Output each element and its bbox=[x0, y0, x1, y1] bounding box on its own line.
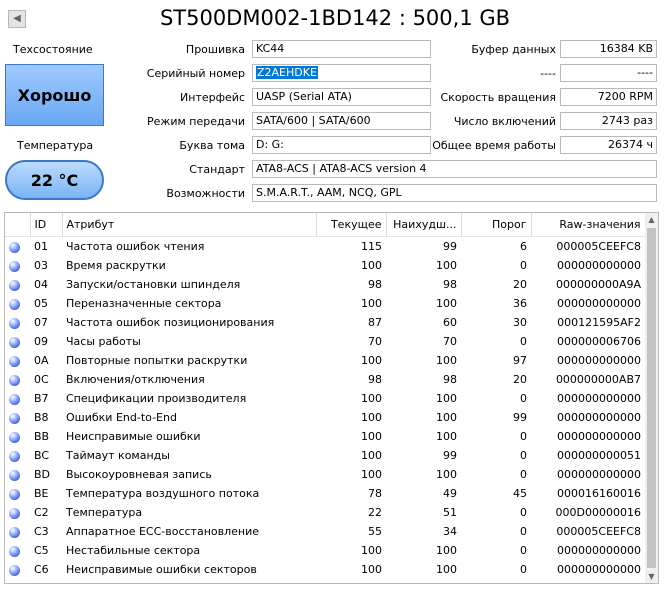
rotation-field[interactable]: 7200 RPM bbox=[560, 88, 657, 106]
id-cell: 0C bbox=[34, 373, 49, 386]
current-cell: 100 bbox=[361, 297, 382, 310]
threshold-cell: 0 bbox=[520, 449, 527, 462]
table-row[interactable] bbox=[5, 370, 645, 389]
table-row[interactable] bbox=[5, 522, 645, 541]
table-row[interactable] bbox=[5, 389, 645, 408]
threshold-cell: 0 bbox=[520, 544, 527, 557]
name-cell: Часы работы bbox=[66, 335, 141, 348]
id-cell: C3 bbox=[34, 525, 49, 538]
threshold-cell: 0 bbox=[520, 335, 527, 348]
worst-cell: 51 bbox=[443, 506, 457, 519]
current-cell: 55 bbox=[368, 525, 382, 538]
table-scrollbar[interactable] bbox=[645, 213, 658, 583]
status-good-icon bbox=[9, 261, 20, 272]
threshold-cell: 0 bbox=[520, 430, 527, 443]
raw-cell: 000D00000016 bbox=[555, 506, 641, 519]
worst-cell: 100 bbox=[436, 468, 457, 481]
status-column-header[interactable] bbox=[5, 213, 30, 237]
worst-cell: 100 bbox=[436, 297, 457, 310]
serial-selected-text: Z2AEHDKE bbox=[257, 66, 317, 79]
current-cell: 22 bbox=[368, 506, 382, 519]
status-cell bbox=[5, 370, 30, 389]
status-good-icon bbox=[9, 432, 20, 443]
id-cell: 07 bbox=[34, 316, 48, 329]
threshold-column-header[interactable]: Порог bbox=[461, 213, 531, 237]
scroll-down-icon[interactable]: ▼ bbox=[648, 572, 655, 581]
id-cell: BD bbox=[34, 468, 51, 481]
table-row[interactable] bbox=[5, 275, 645, 294]
raw-cell: 000000000A9A bbox=[555, 278, 641, 291]
id-cell: B8 bbox=[34, 411, 49, 424]
threshold-cell: 45 bbox=[513, 487, 527, 500]
worst-cell: 100 bbox=[436, 563, 457, 576]
attribute-column-header[interactable]: Атрибут bbox=[62, 213, 316, 237]
current-cell: 100 bbox=[361, 468, 382, 481]
worst-cell: 34 bbox=[443, 525, 457, 538]
name-cell: Высокоуровневая запись bbox=[66, 468, 212, 481]
raw-cell: 000005CEEFC8 bbox=[556, 240, 641, 253]
name-cell: Частота ошибок позиционирования bbox=[66, 316, 275, 329]
threshold-cell: 0 bbox=[520, 525, 527, 538]
threshold-cell: 20 bbox=[513, 278, 527, 291]
health-status-button[interactable]: Хорошо bbox=[5, 64, 104, 126]
threshold-cell: 97 bbox=[513, 354, 527, 367]
table-row[interactable] bbox=[5, 560, 645, 579]
standard-label: Стандарт bbox=[189, 163, 245, 176]
name-cell: Температура bbox=[66, 506, 143, 519]
id-cell: 0A bbox=[34, 354, 49, 367]
raw-cell: 000000000051 bbox=[557, 449, 641, 462]
raw-cell: 000000000000 bbox=[557, 468, 641, 481]
threshold-cell: 0 bbox=[520, 392, 527, 405]
triangle-left-icon: ◀ bbox=[13, 13, 21, 24]
status-good-icon bbox=[9, 318, 20, 329]
name-cell: Таймаут команды bbox=[66, 449, 170, 462]
table-row[interactable] bbox=[5, 427, 645, 446]
status-cell bbox=[5, 237, 30, 257]
id-cell: C6 bbox=[34, 563, 49, 576]
worst-cell: 100 bbox=[436, 411, 457, 424]
worst-cell: 100 bbox=[436, 430, 457, 443]
worst-cell: 98 bbox=[443, 278, 457, 291]
id-cell: BB bbox=[34, 430, 50, 443]
status-cell bbox=[5, 408, 30, 427]
current-cell: 70 bbox=[368, 335, 382, 348]
standard-field[interactable]: ATA8-ACS | ATA8-ACS version 4 bbox=[252, 160, 657, 178]
name-cell: Время раскрутки bbox=[66, 259, 166, 272]
worst-cell: 100 bbox=[436, 544, 457, 557]
current-cell: 100 bbox=[361, 392, 382, 405]
status-good-icon bbox=[9, 489, 20, 500]
name-cell: Аппаратное ECC-восстановление bbox=[66, 525, 260, 538]
worst-cell: 100 bbox=[436, 354, 457, 367]
status-cell bbox=[5, 522, 30, 541]
worst-cell: 60 bbox=[443, 316, 457, 329]
current-cell: 100 bbox=[361, 259, 382, 272]
raw-cell: 000000000000 bbox=[557, 297, 641, 310]
scroll-thumb[interactable] bbox=[647, 228, 656, 568]
status-cell bbox=[5, 256, 30, 275]
raw-cell: 000000000000 bbox=[557, 544, 641, 557]
worst-cell: 100 bbox=[436, 392, 457, 405]
status-cell bbox=[5, 503, 30, 522]
name-cell: Ошибки End-to-End bbox=[66, 411, 177, 424]
back-button[interactable] bbox=[8, 10, 26, 28]
table-row[interactable] bbox=[5, 256, 645, 275]
current-cell: 78 bbox=[368, 487, 382, 500]
status-cell bbox=[5, 389, 30, 408]
raw-cell: 000016160016 bbox=[557, 487, 641, 500]
status-good-icon bbox=[9, 470, 20, 481]
table-row[interactable] bbox=[5, 313, 645, 332]
id-cell: 04 bbox=[34, 278, 48, 291]
power-hours-label: Общее время работы bbox=[432, 139, 556, 152]
status-good-icon bbox=[9, 299, 20, 310]
name-cell: Неисправимые ошибки секторов bbox=[66, 563, 257, 576]
volume-letter-field[interactable]: D: G: bbox=[252, 136, 431, 154]
raw-cell: 000000000000 bbox=[557, 354, 641, 367]
raw-column-header[interactable]: Raw-значения bbox=[531, 213, 645, 237]
current-cell: 98 bbox=[368, 278, 382, 291]
worst-column-header[interactable]: Наихудш... bbox=[386, 213, 461, 237]
serial-field[interactable] bbox=[252, 64, 431, 82]
table-row[interactable] bbox=[5, 408, 645, 427]
smart-table[interactable] bbox=[4, 212, 659, 584]
threshold-cell: 0 bbox=[520, 563, 527, 576]
buffer-label: Буфер данных bbox=[471, 43, 556, 56]
id-cell: B7 bbox=[34, 392, 49, 405]
name-cell: Температура воздушного потока bbox=[66, 487, 260, 500]
status-cell bbox=[5, 313, 30, 332]
firmware-field[interactable]: KC44 bbox=[252, 40, 431, 58]
name-cell: Включения/отключения bbox=[66, 373, 205, 386]
name-cell: Спецификации производителя bbox=[66, 392, 247, 405]
current-cell: 98 bbox=[368, 373, 382, 386]
id-cell: C2 bbox=[34, 506, 49, 519]
threshold-cell: 36 bbox=[513, 297, 527, 310]
threshold-cell: 6 bbox=[520, 240, 527, 253]
status-cell bbox=[5, 541, 30, 560]
buffer-field[interactable]: 16384 KB bbox=[560, 40, 657, 58]
status-good-icon bbox=[9, 337, 20, 348]
worst-cell: 70 bbox=[443, 335, 457, 348]
status-good-icon bbox=[9, 451, 20, 462]
table-row[interactable] bbox=[5, 465, 645, 484]
status-cell bbox=[5, 446, 30, 465]
status-cell bbox=[5, 332, 30, 351]
current-cell: 87 bbox=[368, 316, 382, 329]
status-cell bbox=[5, 484, 30, 503]
status-cell bbox=[5, 465, 30, 484]
status-cell bbox=[5, 275, 30, 294]
current-cell: 100 bbox=[361, 544, 382, 557]
name-cell: Запуски/остановки шпинделя bbox=[66, 278, 241, 291]
blank-field[interactable]: ---- bbox=[560, 64, 657, 82]
disk-title: ST500DM002-1BD142 : 500,1 GB bbox=[159, 6, 511, 30]
raw-cell: 000005CEEFC8 bbox=[556, 525, 641, 538]
interface-label: Интерфейс bbox=[180, 91, 245, 104]
current-cell: 100 bbox=[361, 430, 382, 443]
threshold-cell: 30 bbox=[513, 316, 527, 329]
transfer-mode-field[interactable]: SATA/600 | SATA/600 bbox=[252, 112, 431, 130]
status-good-icon bbox=[9, 375, 20, 386]
status-cell bbox=[5, 427, 30, 446]
raw-cell: 000000000000 bbox=[557, 411, 641, 424]
raw-cell: 000000000000 bbox=[557, 430, 641, 443]
worst-cell: 98 bbox=[443, 373, 457, 386]
volume-letter-label: Буква тома bbox=[179, 139, 245, 152]
status-good-icon bbox=[9, 508, 20, 519]
raw-cell: 000000000000 bbox=[557, 392, 641, 405]
table-row[interactable] bbox=[5, 237, 645, 257]
power-count-label: Число включений bbox=[453, 115, 556, 128]
serial-label: Серийный номер bbox=[146, 67, 245, 80]
firmware-label: Прошивка bbox=[185, 43, 245, 56]
worst-cell: 100 bbox=[436, 259, 457, 272]
interface-field[interactable]: UASP (Serial ATA) bbox=[252, 88, 431, 106]
current-cell: 100 bbox=[361, 449, 382, 462]
temperature-value[interactable]: 22 °C bbox=[5, 160, 104, 200]
status-good-icon bbox=[9, 413, 20, 424]
id-cell: 01 bbox=[34, 240, 48, 253]
threshold-cell: 99 bbox=[513, 411, 527, 424]
table-row[interactable] bbox=[5, 351, 645, 370]
current-cell: 115 bbox=[361, 240, 382, 253]
name-cell: Повторные попытки раскрутки bbox=[66, 354, 248, 367]
current-cell: 100 bbox=[361, 411, 382, 424]
current-cell: 100 bbox=[361, 354, 382, 367]
scroll-up-icon[interactable]: ▲ bbox=[648, 215, 655, 224]
id-cell: 05 bbox=[34, 297, 48, 310]
threshold-cell: 0 bbox=[520, 506, 527, 519]
features-field[interactable]: S.M.A.R.T., AAM, NCQ, GPL bbox=[252, 184, 657, 202]
current-cell: 100 bbox=[361, 563, 382, 576]
transfer-mode-label: Режим передачи bbox=[147, 115, 245, 128]
status-good-icon bbox=[9, 394, 20, 405]
name-cell: Нестабильные сектора bbox=[66, 544, 201, 557]
id-cell: BE bbox=[34, 487, 49, 500]
threshold-cell: 0 bbox=[520, 468, 527, 481]
table-row[interactable] bbox=[5, 503, 645, 522]
table-row[interactable] bbox=[5, 484, 645, 503]
name-cell: Неисправимые ошибки bbox=[66, 430, 201, 443]
id-cell: C5 bbox=[34, 544, 49, 557]
table-header-row bbox=[5, 213, 645, 237]
id-cell: 09 bbox=[34, 335, 48, 348]
raw-cell: 000000000AB7 bbox=[555, 373, 641, 386]
current-column-header[interactable]: Текущее bbox=[316, 213, 386, 237]
id-cell: 03 bbox=[34, 259, 48, 272]
table-row[interactable] bbox=[5, 446, 645, 465]
status-good-icon bbox=[9, 565, 20, 576]
raw-cell: 000000000000 bbox=[557, 563, 641, 576]
status-good-icon bbox=[9, 356, 20, 367]
status-good-icon bbox=[9, 546, 20, 557]
rotation-label: Скорость вращения bbox=[440, 91, 556, 104]
status-good-icon bbox=[9, 527, 20, 538]
status-cell bbox=[5, 560, 30, 579]
status-good-icon bbox=[9, 242, 20, 253]
power-count-field[interactable]: 2743 раз bbox=[560, 112, 657, 130]
worst-cell: 99 bbox=[443, 449, 457, 462]
id-column-header[interactable]: ID bbox=[30, 213, 62, 237]
threshold-cell: 20 bbox=[513, 373, 527, 386]
status-cell bbox=[5, 294, 30, 313]
raw-cell: 000000006706 bbox=[557, 335, 641, 348]
raw-cell: 000000000000 bbox=[557, 259, 641, 272]
status-good-icon bbox=[9, 280, 20, 291]
raw-cell: 000121595AF2 bbox=[557, 316, 641, 329]
table-row[interactable] bbox=[5, 541, 645, 560]
status-cell bbox=[5, 351, 30, 370]
table-row[interactable] bbox=[5, 332, 645, 351]
name-cell: Частота ошибок чтения bbox=[66, 240, 205, 253]
id-cell: BC bbox=[34, 449, 50, 462]
power-hours-field[interactable]: 26374 ч bbox=[560, 136, 657, 154]
blank-label: ---- bbox=[540, 67, 556, 80]
features-label: Возможности bbox=[166, 187, 245, 200]
temperature-label: Температура bbox=[17, 139, 94, 152]
worst-cell: 49 bbox=[443, 487, 457, 500]
health-label: Техсостояние bbox=[13, 43, 93, 56]
table-row[interactable] bbox=[5, 294, 645, 313]
worst-cell: 99 bbox=[443, 240, 457, 253]
threshold-cell: 0 bbox=[520, 259, 527, 272]
name-cell: Переназначенные сектора bbox=[66, 297, 222, 310]
